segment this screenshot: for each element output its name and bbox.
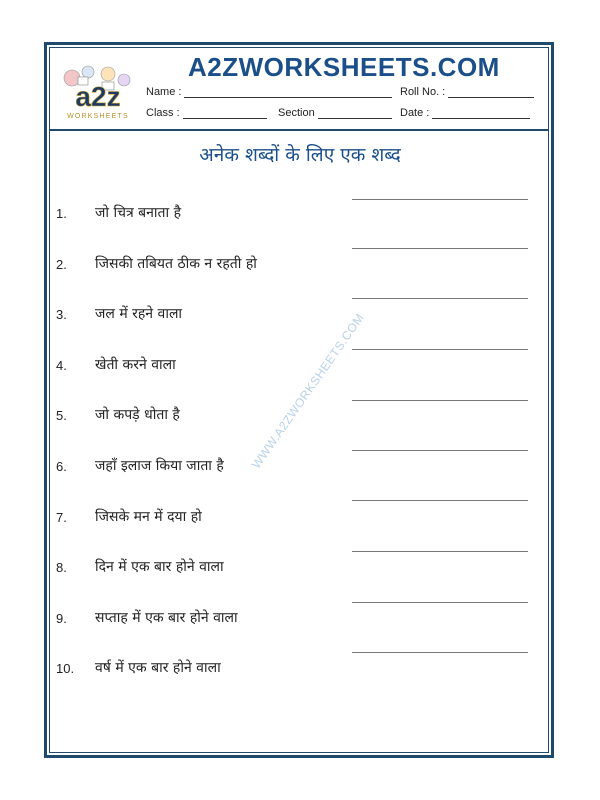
- worksheet-title: अनेक शब्दों के लिए एक शब्द: [199, 144, 401, 166]
- question-text: खेती करने वाला: [95, 357, 176, 373]
- answer-line[interactable]: [352, 602, 528, 603]
- answer-line[interactable]: [352, 248, 528, 249]
- question-number: 7.: [56, 510, 67, 525]
- site-title: A2ZWORKSHEETS.COM: [188, 52, 500, 82]
- answer-line[interactable]: [352, 400, 528, 401]
- answer-line[interactable]: [352, 349, 528, 350]
- question-text: जो कपड़े धोता है: [95, 407, 180, 423]
- question-text: सप्ताह में एक बार होने वाला: [95, 610, 238, 626]
- question-text: जो चित्र बनाता है: [95, 205, 182, 221]
- roll-field: [400, 86, 534, 98]
- answer-line[interactable]: [352, 652, 528, 653]
- class-label: Class :: [146, 107, 180, 119]
- answer-line[interactable]: [352, 298, 528, 299]
- question-number: 4.: [56, 358, 67, 373]
- question-text: जल में रहने वाला: [95, 306, 183, 322]
- date-label: Date :: [400, 107, 430, 119]
- roll-label: Roll No. :: [400, 86, 446, 98]
- header-divider: [49, 129, 549, 131]
- question-text: वर्ष में एक बार होने वाला: [95, 660, 221, 676]
- date-field: [400, 107, 530, 119]
- name-field: [146, 86, 392, 98]
- class-blank: [183, 109, 267, 119]
- question-number: 8.: [56, 560, 67, 575]
- section-blank: [318, 109, 392, 119]
- question-number: 2.: [56, 257, 67, 272]
- question-text: दिन में एक बार होने वाला: [95, 559, 224, 575]
- answer-line[interactable]: [352, 199, 528, 200]
- name-label: Name :: [146, 86, 182, 98]
- answer-line[interactable]: [352, 450, 528, 451]
- section-label: Section: [278, 107, 315, 119]
- question-text: जिसके मन में दया हो: [95, 509, 202, 525]
- section-field: [278, 107, 392, 119]
- class-field: [146, 107, 267, 119]
- question-number: 10.: [56, 661, 75, 676]
- question-number: 9.: [56, 611, 67, 626]
- logo-text: a2z: [75, 81, 121, 112]
- name-blank: [184, 88, 392, 98]
- question-text: जिसकी तबियत ठीक न रहती हो: [95, 256, 257, 272]
- question-number: 3.: [56, 307, 67, 322]
- answer-line[interactable]: [352, 500, 528, 501]
- answer-line[interactable]: [352, 551, 528, 552]
- question-number: 5.: [56, 408, 67, 423]
- a2z-logo: [58, 62, 138, 122]
- question-number: 1.: [56, 206, 67, 221]
- question-text: जहाँ इलाज किया जाता है: [95, 458, 224, 474]
- date-blank: [432, 109, 530, 119]
- logo-tagline: WORKSHEETS: [67, 113, 129, 120]
- watermark: WWW.A2ZWORKSHEETS.COM: [248, 310, 368, 472]
- roll-blank: [448, 88, 534, 98]
- question-number: 6.: [56, 459, 67, 474]
